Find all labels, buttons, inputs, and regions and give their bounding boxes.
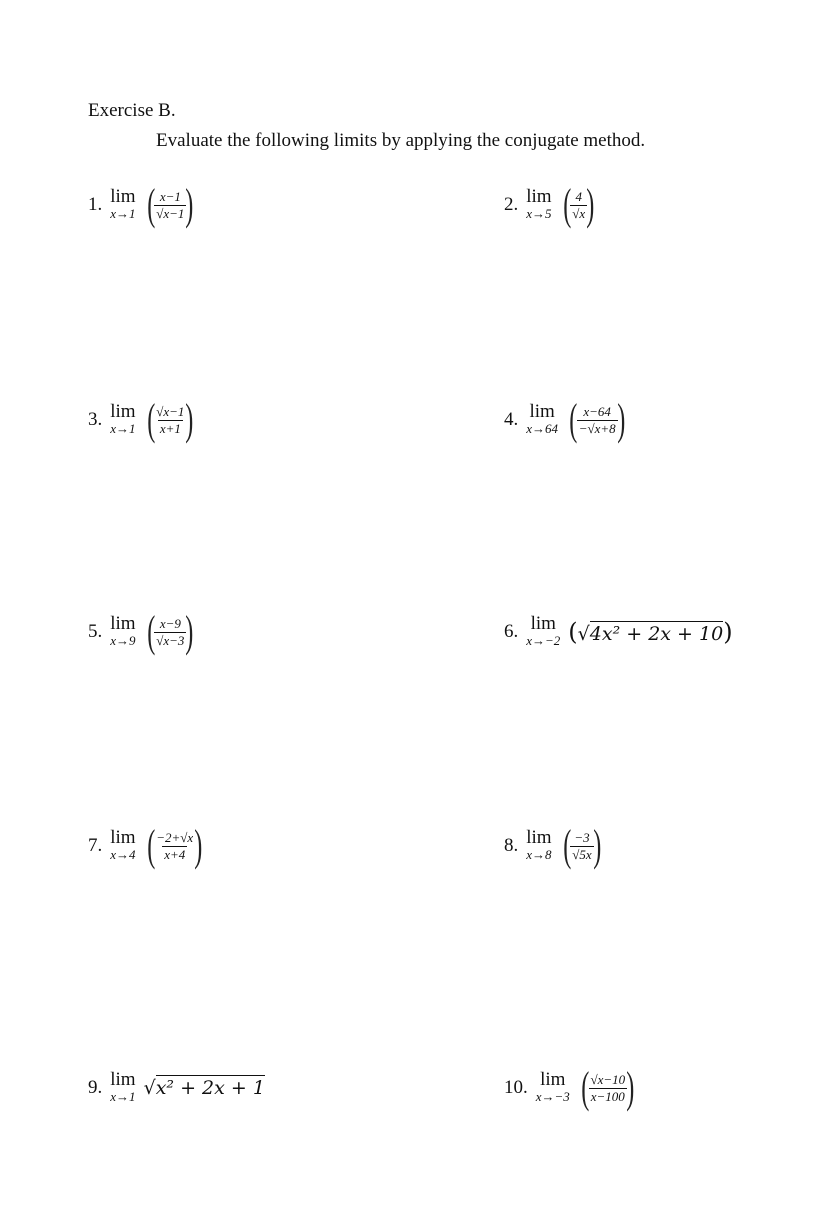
denominator: x+4 (164, 846, 186, 862)
left-paren: ( (146, 395, 155, 444)
problem-number: 9. (88, 1077, 103, 1098)
limit-operator (110, 1071, 135, 1105)
limit-operator (110, 829, 135, 863)
limit-subscript: x→−3 (535, 1089, 570, 1104)
limit-operator (526, 615, 560, 649)
problem-number: 10. (504, 1077, 528, 1098)
lim-word: lim (110, 827, 136, 848)
instruction-text: Evaluate the following limits by applying the conjugate method. (156, 130, 646, 151)
right-paren: ) (616, 395, 625, 444)
limit-subscript: x→4 (110, 847, 136, 862)
limit-operator (110, 188, 135, 222)
lim-word: lim (540, 1069, 566, 1090)
limit-subscript: x→1 (110, 421, 136, 436)
radical-expression (144, 1077, 265, 1099)
numerator: x−9 (159, 615, 181, 631)
denominator: √x (572, 205, 586, 221)
fraction (154, 830, 195, 863)
problem-number: 7. (88, 835, 103, 856)
sqrt-symbol: √ (577, 623, 590, 645)
left-paren: ( (581, 1063, 590, 1112)
fraction (154, 616, 186, 649)
denominator: √x−3 (156, 632, 185, 648)
left-paren: ( (562, 180, 571, 229)
denominator: x+1 (159, 420, 181, 436)
lim-word: lim (526, 186, 552, 207)
problem-number: 6. (504, 621, 519, 642)
problem-number: 3. (88, 409, 103, 430)
left-paren: ( (569, 395, 578, 444)
left-paren: ( (146, 607, 155, 656)
limit-subscript: x→1 (110, 206, 136, 221)
problem-number: 8. (504, 835, 519, 856)
lim-word: lim (110, 613, 136, 634)
fraction (154, 189, 186, 222)
fraction (570, 830, 593, 863)
radical-expression (568, 618, 732, 646)
lim-word: lim (526, 827, 552, 848)
lim-word: lim (530, 613, 556, 634)
left-paren: ( (562, 821, 571, 870)
limit-operator (536, 1071, 570, 1105)
right-paren: ) (194, 821, 203, 870)
problem-3 (88, 390, 197, 450)
numerator: −2+√x (156, 829, 194, 845)
denominator: √x−1 (156, 205, 185, 221)
numerator: −3 (574, 829, 590, 845)
denominator: √5x (572, 846, 592, 862)
fraction (577, 404, 618, 437)
problem-6 (504, 602, 733, 662)
left-paren: ( (146, 821, 155, 870)
problem-1 (88, 175, 197, 235)
limit-operator (110, 615, 135, 649)
right-paren: ) (723, 618, 733, 646)
problem-2 (504, 175, 598, 235)
problem-4 (504, 390, 628, 450)
sqrt-symbol: √ (143, 1077, 156, 1099)
fraction (588, 1072, 627, 1105)
problem-number: 2. (504, 194, 519, 215)
problem-7 (88, 816, 206, 876)
denominator: x−100 (590, 1088, 625, 1104)
numerator: x−64 (583, 403, 611, 419)
numerator: x−1 (159, 188, 181, 204)
right-paren: ) (185, 607, 194, 656)
limit-operator (526, 829, 551, 863)
right-paren: ) (185, 180, 194, 229)
exercise-heading: Exercise B. (88, 100, 176, 121)
right-paren: ) (586, 180, 595, 229)
problem-number: 5. (88, 621, 103, 642)
problem-number: 4. (504, 409, 519, 430)
fraction (570, 189, 587, 222)
limit-subscript: x→9 (110, 633, 136, 648)
limit-operator (526, 403, 558, 437)
fraction (154, 404, 186, 437)
lim-word: lim (110, 186, 136, 207)
lim-word: lim (110, 401, 136, 422)
limit-subscript: x→5 (526, 206, 552, 221)
limit-operator (526, 188, 551, 222)
limit-subscript: x→1 (110, 1089, 136, 1104)
right-paren: ) (626, 1063, 635, 1112)
problem-number: 1. (88, 194, 103, 215)
problem-5 (88, 602, 197, 662)
limit-subscript: x→8 (526, 847, 552, 862)
lim-word: lim (529, 401, 555, 422)
numerator: √x−1 (156, 403, 185, 419)
problem-8 (504, 816, 604, 876)
limit-subscript: x→−2 (526, 633, 561, 648)
radicand: x² + 2x + 1 (155, 1077, 265, 1099)
denominator: −√x+8 (578, 420, 616, 436)
problem-9 (88, 1058, 265, 1118)
numerator: 4 (575, 188, 582, 204)
right-paren: ) (185, 395, 194, 444)
lim-word: lim (110, 1069, 136, 1090)
left-paren: ( (146, 180, 155, 229)
right-paren: ) (592, 821, 602, 870)
radicand: 4x² + 2x + 10 (589, 623, 724, 645)
limit-operator (110, 403, 135, 437)
numerator: √x−10 (590, 1071, 626, 1087)
problem-10 (504, 1058, 638, 1118)
limit-subscript: x→64 (526, 421, 559, 436)
left-paren: ( (568, 618, 578, 646)
